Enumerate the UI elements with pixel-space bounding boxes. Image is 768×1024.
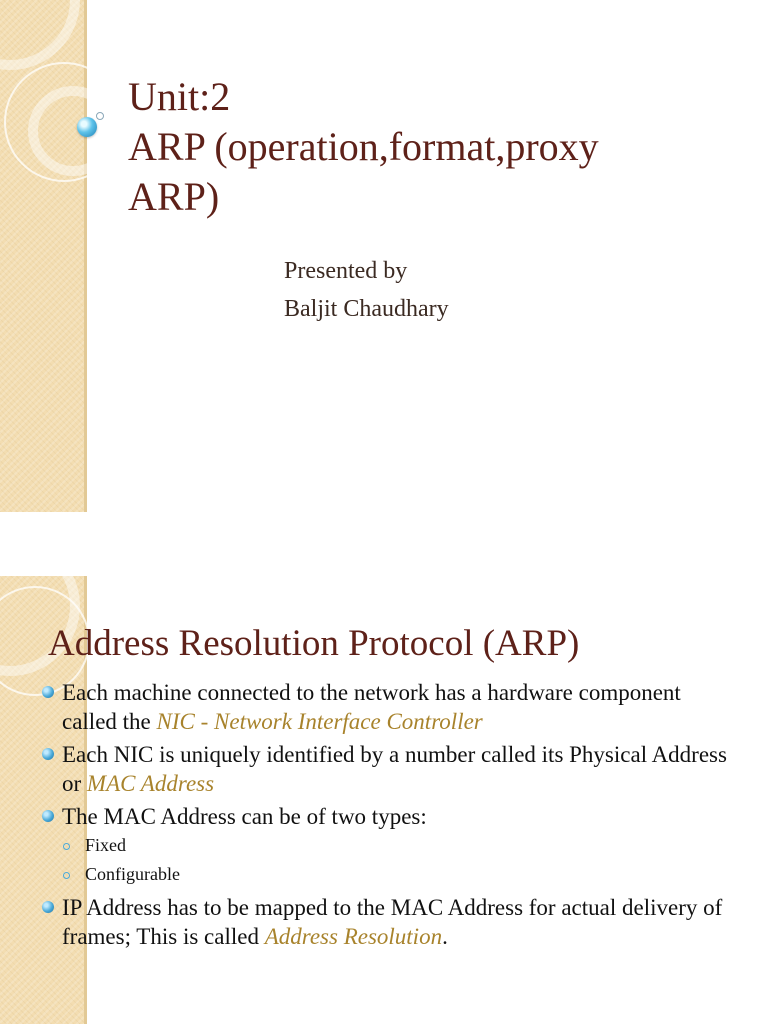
title-line: ARP) bbox=[128, 174, 220, 219]
small-orb-icon bbox=[96, 112, 104, 120]
bullet-text: Each machine connected to the network has a hardware component called the bbox=[62, 680, 681, 734]
bullet-emphasis: NIC - Network Interface Controller bbox=[156, 709, 483, 734]
title-line: ARP (operation,format,proxy bbox=[128, 124, 599, 169]
sub-bullet-icon bbox=[63, 872, 70, 879]
sub-bullet-item bbox=[40, 831, 740, 860]
presenter-block bbox=[284, 252, 724, 328]
sub-bullet-text: Fixed bbox=[85, 835, 127, 855]
sub-bullet-icon bbox=[63, 843, 70, 850]
slide-title bbox=[128, 72, 728, 222]
bullet-text: IP Address has to be mapped to the MAC Address for actual delivery of frames; This is called bbox=[62, 895, 723, 949]
bullet-icon bbox=[42, 748, 54, 760]
sub-bullet-item bbox=[40, 860, 740, 889]
bullet-icon bbox=[42, 810, 54, 822]
bullet-icon bbox=[42, 901, 54, 913]
bullet-list bbox=[40, 678, 740, 955]
bullet-item bbox=[40, 893, 740, 951]
bullet-emphasis: MAC Address bbox=[86, 771, 215, 796]
decorative-ring bbox=[4, 62, 124, 182]
bullet-item bbox=[40, 802, 740, 831]
sub-bullet-text: Configurable bbox=[85, 864, 180, 884]
bullet-text: The MAC Address can be of two types: bbox=[62, 804, 427, 829]
bullet-icon bbox=[42, 686, 54, 698]
content-slide bbox=[0, 576, 768, 1024]
presenter-name: Baljit Chaudhary bbox=[284, 296, 449, 322]
slide-title: Address Resolution Protocol (ARP) bbox=[48, 623, 580, 664]
bullet-text-end: . bbox=[442, 924, 448, 949]
blue-orb-icon bbox=[77, 117, 97, 137]
title-line: Unit:2 bbox=[128, 74, 231, 119]
slide-gap bbox=[0, 512, 768, 576]
bullet-item bbox=[40, 678, 740, 736]
presented-by-label: Presented by bbox=[284, 258, 408, 284]
bullet-emphasis: Address Resolution bbox=[264, 924, 443, 949]
bullet-text: Each NIC is uniquely identified by a number called its Physical Address or bbox=[62, 742, 727, 796]
bullet-item bbox=[40, 740, 740, 798]
